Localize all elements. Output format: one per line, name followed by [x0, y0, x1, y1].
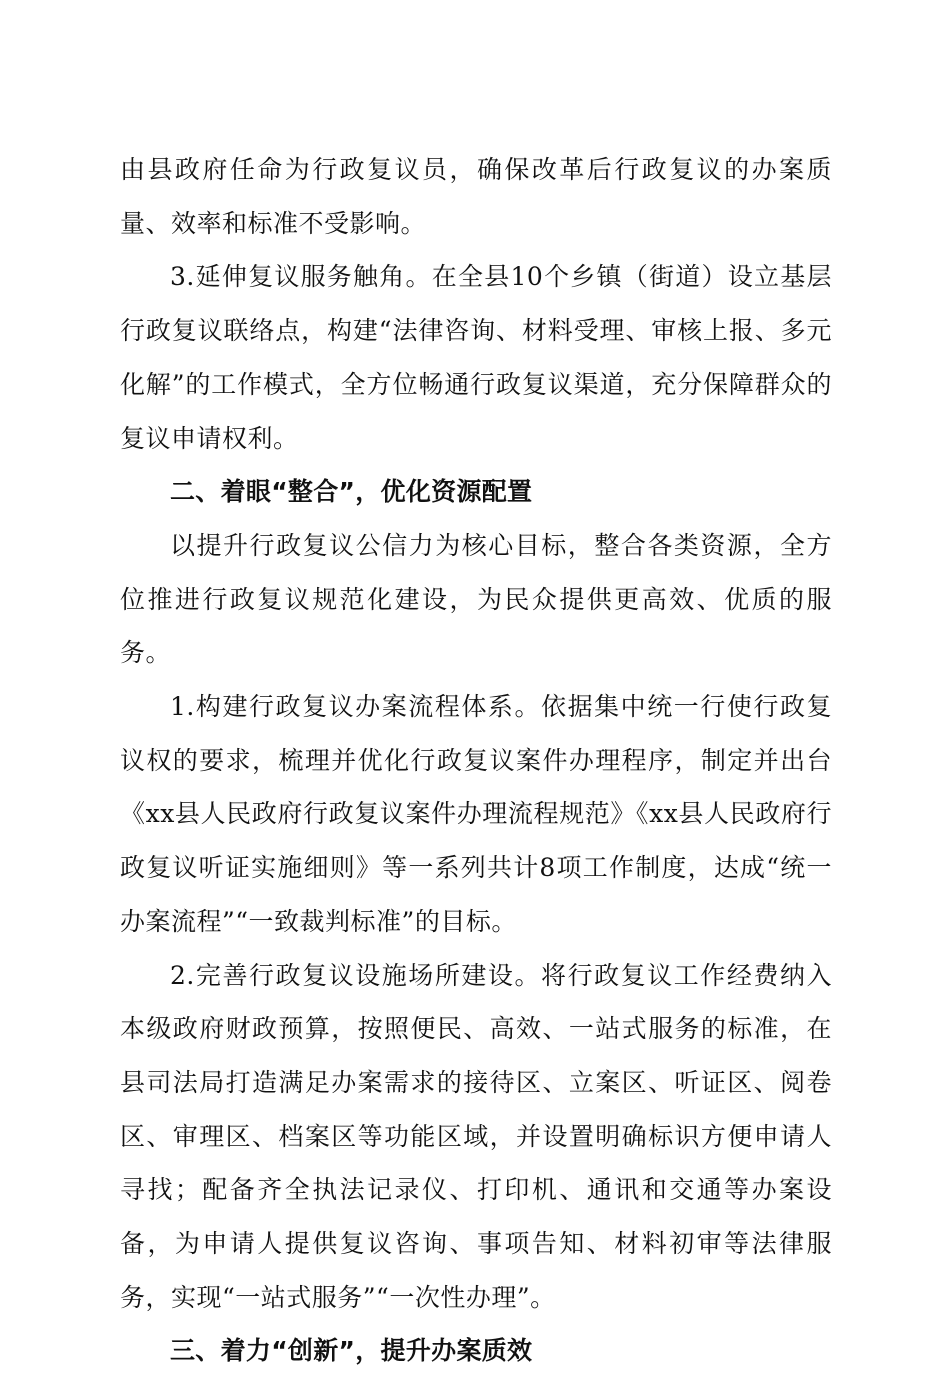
paragraph-process-system: 1.构建行政复议办案流程体系。依据集中统一行使行政复议权的要求，梳理并优化行政复议案件办理程序，制定并出台《xx县人民政府行政复议案件办理流程规范》《xx县人民政府行政复议听证实施细则》等一系列共计8项工作制度，达成“统一办案流程”“一致裁判标准”的目标。	[120, 692, 832, 936]
section-heading-innovate: 三、着力“创新”，提升办案质效	[170, 1336, 533, 1366]
paragraph-continued: 由县政府任命为行政复议员，确保改革后行政复议的办案质量、效率和标准不受影响。	[120, 155, 832, 238]
paragraph-facility-construction: 2.完善行政复议设施场所建设。将行政复议工作经费纳入本级政府财政预算，按照便民、高效、一站式服务的标准，在县司法局打造满足办案需求的接待区、立案区、听证区、阅卷区、审理区、档案区等功能区域，并设置明确标识方便申请人寻找；配备齐全执法记录仪、打印机、通讯和交通等办案设备，为申请人提供复议咨询、事项告知、材料初审等法律服务，实现“一站式服务”“一次性办理”。	[120, 960, 832, 1312]
section-heading-integrate: 二、着眼“整合”，优化资源配置	[170, 477, 533, 507]
paragraph-integrate-intro: 以提升行政复议公信力为核心目标，整合各类资源，全方位推进行政复议规范化建设，为民众提供更高效、优质的服务。	[120, 530, 832, 668]
document-body	[120, 143, 832, 1378]
paragraph-extend-service: 3.延伸复议服务触角。在全县10个乡镇（街道）设立基层行政复议联络点，构建“法律咨询、材料受理、审核上报、多元化解”的工作模式，全方位畅通行政复议渠道，充分保障群众的复议申请权利。	[120, 262, 832, 453]
